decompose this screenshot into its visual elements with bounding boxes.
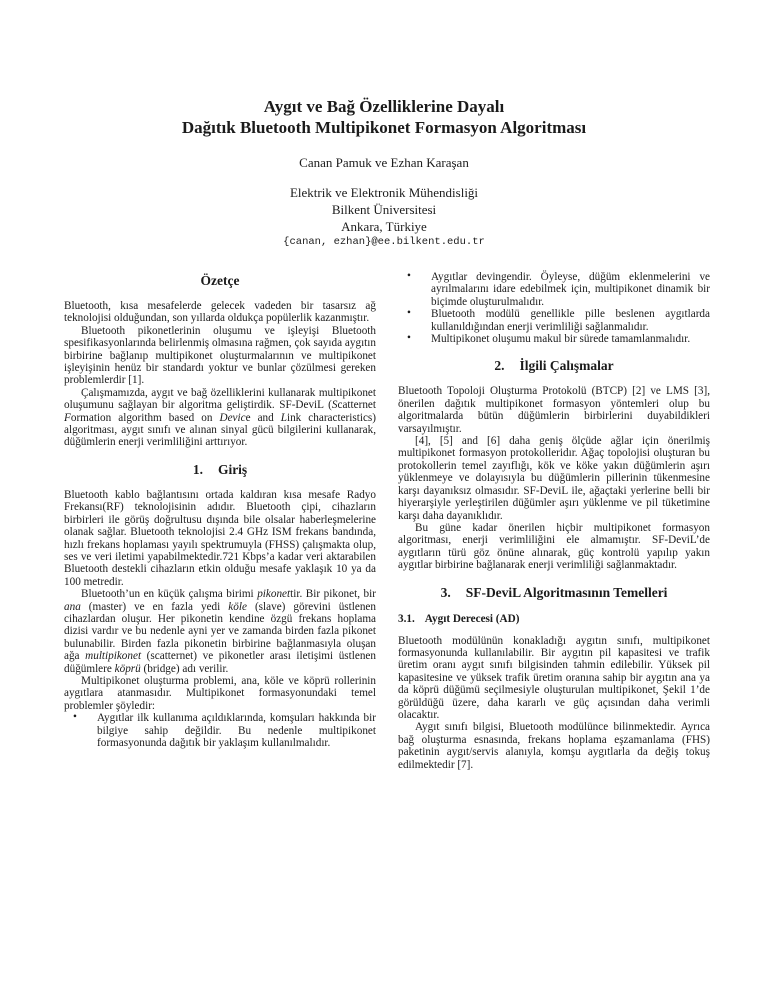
abstract-paragraph: Bluetooth pikonetlerinin oluşumu ve işleyişi Bluetooth spesifikasyonlarında belirlenmiş olmasına rağmen, çok sayıda aygıtın birbirine bağlanıp multipikonet oluşturmalarının ve multipikonet işleyişinin henüz bir standardı yoktur ve bunlar çözülmesi gereken problemlerdir [1]. [64, 324, 376, 387]
body-paragraph: Bluetooth’un en küçük çalışma birimi pikonettir. Bir pikonet, bir ana (master) ve en fazla yedi köle (slave) görevini üstlenen cihazlardan oluşur. Her pikonetin kendine özgü frekans hoplama dizisi vardır ve bu nedenle ayni yer ve zamanda birden fazla pikonet bulunabilir. Birden fazla pikonetin birbirine bağlanmasıyla oluşan ağa multipikonet (scatternet) ve pikonetler arası iletişimi üstlenen düğümlere köprü (bridge) adı verilir. [64, 588, 376, 675]
bullet-text: Aygıtlar ilk kullanıma açıldıklarında, komşuları hakkında bir bilgiye sahip değildir. Bu nedenle multipikonet formasyonunda dağıtık bir yaklaşım kullanılmalıdır. [97, 712, 376, 749]
affiliation-university: Bilkent Üniversitesi [331, 202, 437, 217]
bullet-marker: • [407, 307, 411, 320]
section-3-heading [398, 585, 710, 601]
affiliation-block [0, 184, 768, 235]
body-paragraph: Bluetooth Topoloji Oluşturma Protokolü (BTCP) [2] ve LMS [3], önerilen dağıtık multipikonet formasyon yöntemleri olup bu algoritmalarda bütün düğümlerin birbirlerini duyabildikleri varsayılmıştır. [398, 385, 710, 435]
two-column-body [0, 271, 768, 771]
body-paragraph: Bu güne kadar önerilen hiçbir multipikonet formasyon algoritması, enerji verimliliğini ele almamıştır. SF-DeviL’de aygıtların türü göz önüne alınarak, güç kontrolü yapılıp yakın aygıtlar birbirine bağlanarak enerji verimliliği sağlanmaktadır. [398, 521, 710, 572]
bullet-item [398, 308, 710, 333]
section-2-heading [398, 358, 710, 374]
bullet-marker: • [407, 332, 411, 345]
bullet-item [398, 333, 710, 345]
affiliation-department: Elektrik ve Elektronik Mühendisliği [289, 185, 479, 200]
abstract-paragraph: Bluetooth, kısa mesafelerde gelecek vadeden bir tasarsız ağ teknolojisi olduğundan, son yıllarda oldukça popülerlik kazanmıştır. [64, 300, 376, 325]
bullet-text: Aygıtlar devingendir. Öyleyse, düğüm eklenmelerini ve ayrılmalarını idare edebilmek için, multipikonet dinamik bir biçimde oluşturulmalıdır. [431, 271, 710, 308]
authors-line: Canan Pamuk ve Ezhan Karaşan [299, 155, 469, 170]
paper-title-line-1: Aygıt ve Bağ Özelliklerine Dayalı [263, 97, 505, 116]
body-paragraph: Bluetooth modülünün konakladığı aygıtın sınıfı, multipikonet formasyonunda kullanılabilir. Bir aygıtın pil kapasitesi ve trafik üretim oranı aygıt sınıfı bilgisinden tahmin edilebilir. Yüksek pil kapasitesine ve yüksek trafik üretim oranına sahip bir aygıtın ana ya da köprü düğümü seçilmesiyle oluşturulan multipikonet, Şekil 1’de görüldüğü üzere, daha kararlı ve güç açısından daha verimli olacaktır. [398, 634, 710, 721]
section-2-title: İlgili Çalışmalar [519, 358, 614, 374]
paper-title-line-2: Dağıtık Bluetooth Multipikonet Formasyon Algoritması [181, 117, 587, 137]
bullet-marker: • [73, 711, 77, 724]
body-paragraph: Multipikonet oluşturma problemi, ana, köle ve köprü rollerinin aygıtlara atanmasıdır. Multipikonet formasyonundaki temel problemler şöyledir: [64, 674, 376, 712]
body-paragraph: Bluetooth kablo bağlantısını ortada kaldıran kısa mesafe Radyo Frekansı(RF) teknolojisinin adıdır. Bluetooth çipi, cihazların birbirleri ile görüş doğrultusu dışında bile olsalar haberleşmelerine olanak sağlar. Bluetooth teknolojisi 2.4 GHz ISM frekans bandında, hızlı frekans hoplaması yayılı spektrumuyla (FHSS) çalışmakta olup, ses ve veri iletimi yapabilmektedir.721 Kbps’a kadar veri aktarabilen Bluetooth destekli cihazların etkin olduğu mesafe yaklaşık 10 ya da 100 metredir. [64, 488, 376, 588]
section-2-number: 2. [494, 358, 505, 374]
abstract-heading: Özetçe [200, 273, 240, 288]
bullet-item [398, 271, 710, 308]
section-3-number: 3. [440, 584, 451, 600]
section-3-1-number: 3.1. [398, 612, 415, 625]
paper-header [0, 0, 768, 248]
body-paragraph: [4], [5] and [6] daha geniş ölçüde ağlar için önerilmiş multipikonet formasyon protokolleridır. Ağaç topolojisi oluşturan bu protokollerin temel zayıflığı, kök ve köke yakın düğümlerin aşırı yüklenmeye ve dolayısıyla bu düğümlerin pillerinin tükenmesine karşı dayanıksız olmasıdır. SF-DeviL ile, ağaçtaki yerlerine belli bir hiyerarşiyle yerleştirilen düğümler aşırı yüklenme ve pil tüketimine karşı daha dayanıklıdır. [398, 435, 710, 522]
bullet-marker: • [407, 270, 411, 282]
bullet-text: Bluetooth modülü genellikle pille beslenen aygıtlarda kullanıldığından enerji verimliliği sağlanmalıdır. [431, 308, 710, 333]
bullet-item [64, 712, 376, 749]
abstract-paragraph: Çalışmamızda, aygıt ve bağ özelliklerini kullanarak multipikonet oluşumunu sağlayan bir algoritma geliştirdik. SF-DeviL (Scatternet Formation algorithm based on Device and Link characteristics) algoritması, aygıt sınıfı ve alınan sinyal gücü bilgilerini kullanarak, düğümlerin enerji verimliliğini arttırıyor. [64, 386, 377, 449]
section-3-1-title: Aygıt Derecesi (AD) [424, 612, 520, 625]
section-3-1-heading [398, 613, 710, 625]
section-1-title: Giriş [217, 461, 248, 477]
paper-title [0, 97, 768, 138]
section-1-number: 1. [192, 461, 203, 477]
email-line: {canan, ezhan}@ee.bilkent.edu.tr [283, 236, 485, 248]
section-1-heading [64, 462, 376, 478]
body-paragraph: Aygıt sınıfı bilgisi, Bluetooth modülünce bilinmektedir. Ayrıca bağ oluşturma esnasında, frekans hoplama eşzamanlama (FHS) paketinin aygıt/servis alanıyla, komşu aygıtlarla da değiş tokuş edilmektedir [7]. [398, 721, 710, 771]
affiliation-city: Ankara, Türkiye [341, 219, 427, 234]
left-column [64, 271, 376, 771]
right-column [398, 271, 710, 771]
bullet-text: Multipikonet oluşumu makul bir sürede tamamlanmalıdır. [431, 333, 691, 346]
section-3-title: SF-DeviL Algoritmasının Temelleri [465, 584, 668, 600]
